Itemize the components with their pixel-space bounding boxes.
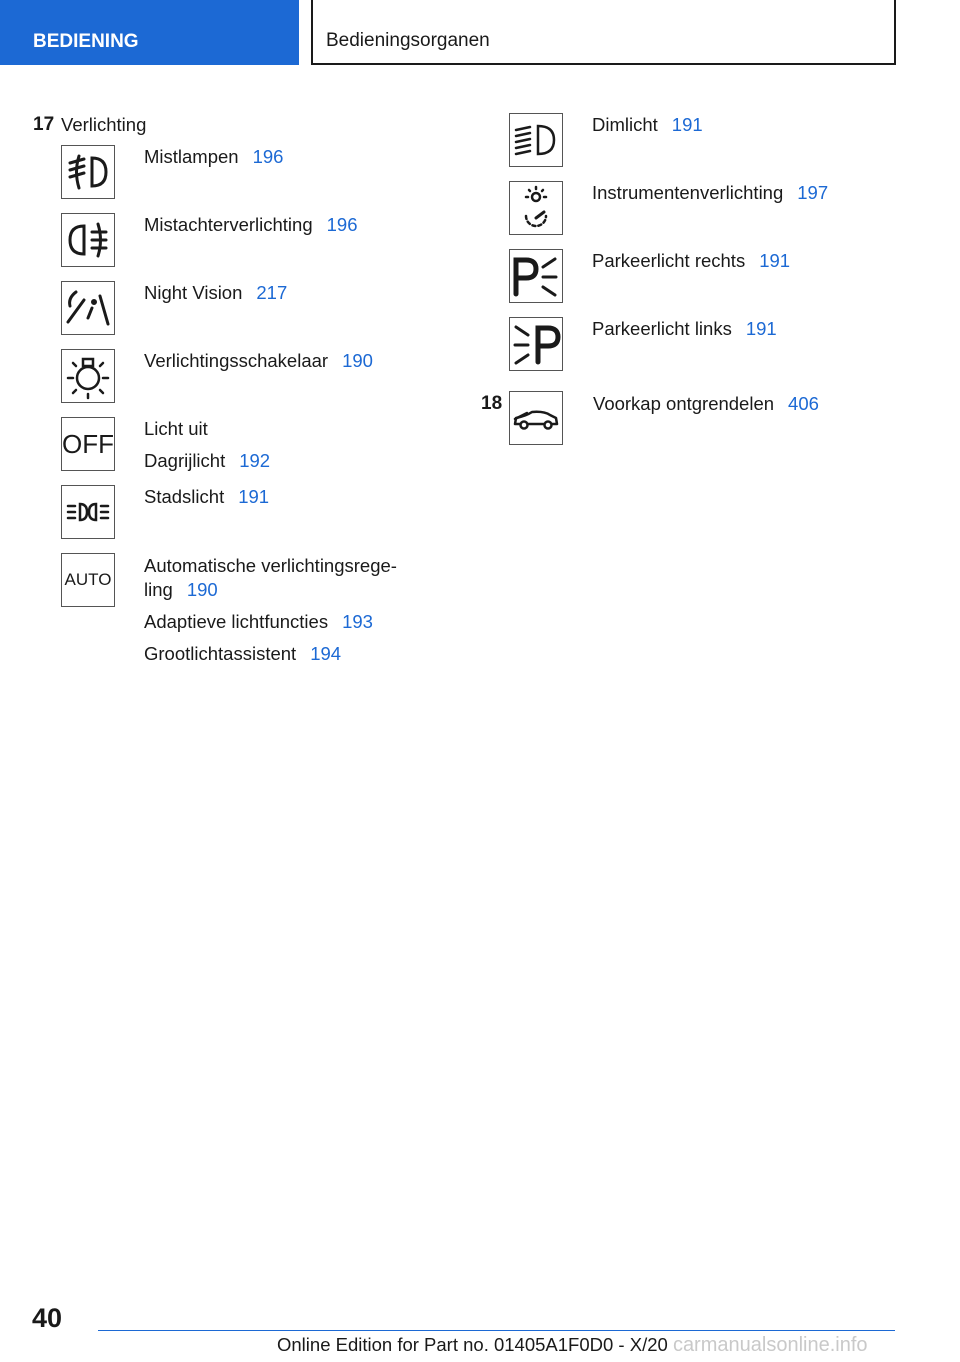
night-vision-icon [61,281,115,335]
car-hood-icon [509,391,563,445]
list-item: Licht uit [144,418,208,439]
list-item: Dimlicht 191 [592,114,703,135]
instrument-lighting-icon [509,181,563,235]
parking-light-right-icon [509,249,563,303]
list-item: Verlichtingsschakelaar 190 [144,350,373,371]
list-item: Mistlampen 196 [144,146,284,167]
footer-divider [98,1330,895,1331]
list-item: Night Vision 217 [144,282,288,303]
list-item: Parkeerlicht rechts 191 [592,250,791,271]
page-reference[interactable]: 191 [759,250,791,271]
page-reference[interactable]: 191 [238,486,270,507]
page-reference[interactable]: 217 [256,282,288,303]
page-reference[interactable]: 193 [342,611,373,632]
watermark: carmanualsonline.info [672,1334,868,1356]
list-item: Stadslicht 191 [144,486,270,507]
list-item: Parkeerlicht links 191 [592,318,777,339]
section-label: BEDIENING [33,31,139,52]
item-label: Verlichting [61,114,147,135]
rear-fog-light-icon [61,213,115,267]
auto-lights-icon: AUTO [61,553,115,607]
list-item: Adaptieve lichtfuncties 193 [144,611,373,632]
page-reference[interactable]: 192 [239,450,271,471]
list-item: Voorkap ontgrendelen 406 [593,393,819,414]
light-switch-icon [61,349,115,403]
page-reference[interactable]: 197 [797,182,829,203]
item-number: 17 [33,114,55,135]
page-title: Bedieningsorganen [326,30,490,51]
parking-lights-icon [61,485,115,539]
lights-off-icon: OFF [61,417,115,471]
list-item: Grootlichtassistent 194 [144,643,342,664]
low-beam-icon [509,113,563,167]
page-reference[interactable]: 190 [342,350,373,371]
page-number: 40 [32,1303,63,1333]
list-item: ling 190 [144,579,218,600]
page-header [311,0,896,65]
page-reference[interactable]: 191 [671,114,703,135]
list-item: Mistachterverlichting 196 [144,214,358,235]
footer-edition: Online Edition for Part no. 01405A1F0D0 - X/20 carmanualsonline.info [277,1334,868,1356]
list-item: Automatische verlichtingsrege- [144,555,397,576]
page-reference[interactable]: 191 [745,318,777,339]
fog-light-front-icon [61,145,115,199]
list-item: Dagrijlicht 192 [144,450,271,471]
page-reference[interactable]: 190 [186,579,218,600]
page-reference[interactable]: 406 [788,393,819,414]
item-number: 18 [481,393,503,414]
page-reference[interactable]: 194 [310,643,342,664]
section-tab [0,0,299,65]
parking-light-left-icon [509,317,563,371]
list-item: Instrumentenverlichting 197 [592,182,829,203]
page-reference[interactable]: 196 [252,146,284,167]
page-reference[interactable]: 196 [326,214,358,235]
